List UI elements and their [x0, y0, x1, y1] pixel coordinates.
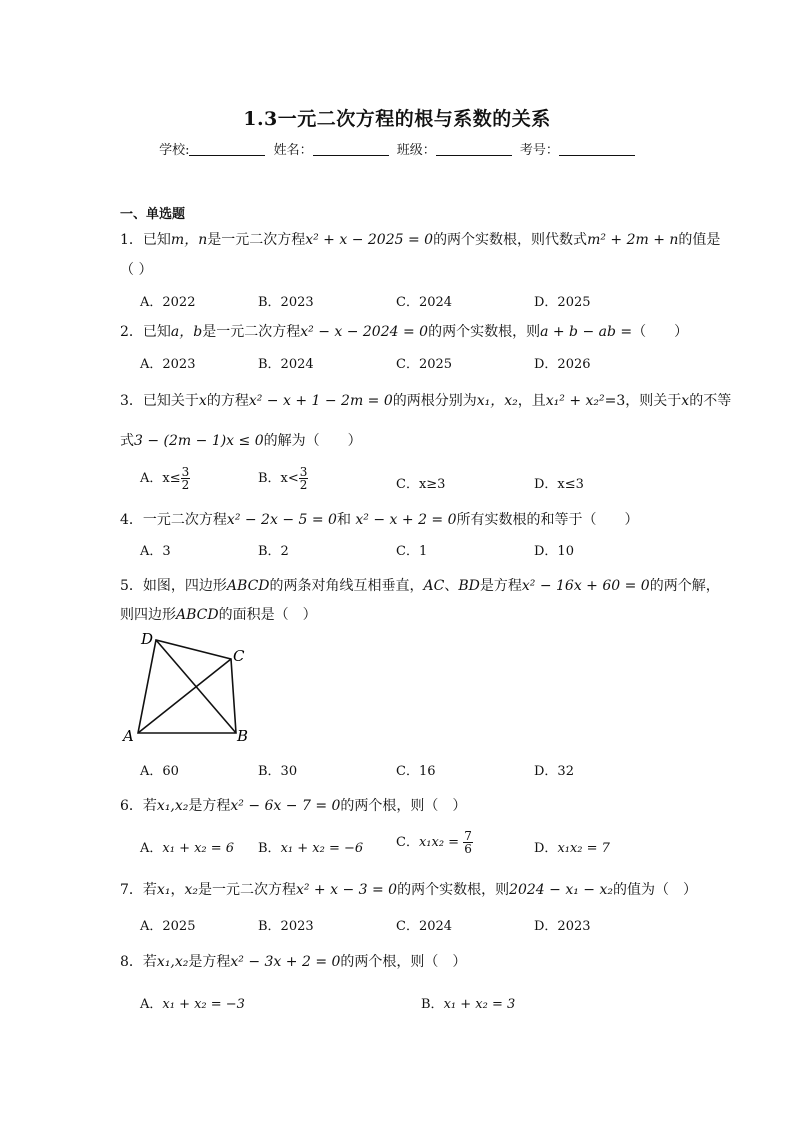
option-letter: B．	[421, 997, 444, 1012]
option-c[interactable]: C．2024	[396, 295, 453, 310]
option-text: B．x<	[258, 471, 299, 486]
question-text: 是一元二次方程	[197, 882, 296, 898]
option-c[interactable]: C．x≥3	[396, 477, 446, 492]
question-number: 8．	[120, 954, 143, 970]
math-equation: x² − 3x + 2 = 0	[230, 954, 341, 970]
math-roots: x₁,x₂	[156, 798, 189, 814]
math-shape: ABCD	[226, 578, 270, 594]
option-letter: A．	[140, 841, 163, 856]
question-number: 6．	[120, 798, 143, 814]
question-7-options	[140, 915, 740, 939]
math-inequality: 3 − (2m − 1)x ≤ 0	[134, 433, 264, 449]
question-1-options	[140, 291, 740, 315]
question-text: 如图，四边形	[142, 578, 227, 594]
option-a[interactable]	[140, 993, 245, 1012]
option-letter: D．	[534, 841, 558, 856]
option-math: x₁x₂ =	[418, 835, 460, 850]
frac-den: 2	[181, 478, 190, 492]
option-a[interactable]: A．2025	[140, 919, 196, 934]
math-roots: x₁，x₂	[476, 393, 518, 409]
question-number: 7．	[120, 882, 143, 898]
math-equation: x² − 6x − 7 = 0	[230, 798, 341, 814]
math-root: x₂	[184, 882, 198, 898]
question-8-options	[140, 993, 740, 1017]
option-d[interactable]: D．x≤3	[534, 477, 584, 492]
option-d[interactable]: D．2023	[534, 919, 591, 934]
frac-num: 7	[464, 829, 472, 843]
option-letter: A．	[140, 997, 163, 1012]
option-a[interactable]: A．60	[140, 764, 179, 779]
question-text: 的两个实数根，则	[397, 882, 510, 898]
math-equation: x² − x + 2 = 0	[355, 512, 457, 528]
question-6-options	[140, 830, 740, 864]
math-segment: BD	[458, 578, 480, 594]
question-text: 的两个实数根，则代数式	[433, 232, 588, 248]
math-expression: m² + 2m + n	[587, 232, 679, 248]
option-a[interactable]: A．3	[140, 544, 171, 559]
exam-number-blank[interactable]	[559, 143, 635, 156]
option-a[interactable]: A．2022	[140, 295, 196, 310]
page-title: 1.3一元二次方程的根与系数的关系	[243, 108, 551, 130]
option-b[interactable]: B．2	[258, 544, 289, 559]
option-c[interactable]	[396, 830, 473, 855]
frac-num: 3	[299, 465, 308, 479]
question-text: 是方程	[188, 954, 231, 970]
question-text: 的两条对角线互相垂直，	[269, 578, 424, 594]
math-equation: x² − 2x − 5 = 0	[226, 512, 337, 528]
name-blank[interactable]	[313, 143, 389, 156]
math-equation: x² + x − 2025 = 0	[305, 232, 434, 248]
question-text: 的解为（ ）	[263, 433, 362, 449]
question-text: 的两个根，则（ ）	[340, 954, 467, 970]
math-equation: x² + x − 3 = 0	[295, 882, 398, 898]
option-c[interactable]: C．2024	[396, 919, 453, 934]
option-math: x₁x₂ = 7	[557, 841, 610, 856]
question-text: 的两个解，	[649, 578, 720, 594]
question-3-options	[140, 466, 740, 502]
option-c[interactable]: C．1	[396, 544, 428, 559]
question-text: 的值为（ ）	[612, 882, 697, 898]
question-1	[120, 229, 720, 249]
question-4	[120, 509, 639, 529]
quadrilateral-abcd	[138, 640, 236, 733]
class-label: 班级：	[396, 143, 436, 158]
question-text: 是一元二次方程	[202, 324, 301, 340]
math-shape: ABCD	[176, 607, 219, 623]
option-b[interactable]	[258, 466, 308, 491]
option-b[interactable]: B．2023	[258, 295, 314, 310]
math-expression: x₁² + x₂²	[545, 393, 605, 409]
option-d[interactable]	[534, 837, 610, 856]
option-c[interactable]: C．16	[396, 764, 436, 779]
question-text: 若	[142, 882, 157, 898]
question-3: 3．已知关于x的方程x² − x + 1 − 2m = 0的两根分别为x₁，x₂，且x₁² + x₂²=3，则关于x的不等	[120, 393, 732, 409]
question-text: 的不等	[689, 393, 732, 409]
option-d[interactable]: D．2026	[534, 357, 591, 372]
question-text: （ ）	[632, 324, 689, 340]
question-text: 是方程	[188, 798, 231, 814]
question-text: 的面积是（ ）	[218, 607, 317, 623]
option-math: x₁ + x₂ = 3	[443, 997, 516, 1012]
option-math: x₁ + x₂ = 6	[162, 841, 235, 856]
frac-num: 3	[181, 465, 190, 479]
question-text: 的方程	[206, 393, 249, 409]
option-a[interactable]: A．2023	[140, 357, 196, 372]
math-equation: x² − 16x + 60 = 0	[521, 578, 650, 594]
question-text: 的两根分别为	[392, 393, 477, 409]
student-info-line	[0, 139, 794, 158]
option-b[interactable]: B．2024	[258, 357, 314, 372]
exam-number-label: 考号：	[519, 143, 559, 158]
option-b[interactable]	[421, 993, 515, 1012]
diagonal-ac	[138, 659, 231, 733]
label-a: A	[123, 727, 134, 745]
option-a[interactable]	[140, 466, 190, 491]
question-8	[120, 951, 466, 971]
question-text: 和	[336, 512, 351, 528]
question-1-line2: （ ）	[120, 262, 153, 278]
frac-den: 2	[299, 478, 308, 492]
math-root: x₁	[156, 882, 171, 898]
option-math: x₁ + x₂ = −3	[162, 997, 245, 1012]
math-roots: x₁,x₂	[156, 954, 189, 970]
option-text: A．x≤	[140, 471, 181, 486]
question-text: 是一元二次方程	[207, 232, 306, 248]
question-2-options	[140, 353, 740, 377]
label-d: D	[141, 630, 154, 648]
question-text: 若	[142, 954, 157, 970]
math-expression: 2024 − x₁ − x₂	[509, 882, 613, 898]
option-letter: B．	[258, 841, 281, 856]
question-text: 已知关于	[142, 393, 199, 409]
question-text: 是方程	[479, 578, 522, 594]
question-text: 已知	[142, 232, 171, 248]
question-3-line2	[120, 430, 362, 450]
question-text: 已知	[142, 324, 171, 340]
school-blank[interactable]	[189, 143, 265, 156]
question-text: 若	[142, 798, 157, 814]
section-heading: 一、单选题	[120, 207, 186, 222]
question-2	[120, 321, 688, 341]
question-number: 2．	[120, 324, 143, 340]
question-text: 的两个实数根，则	[428, 324, 541, 340]
label-b: B	[237, 727, 249, 745]
question-text: 的值是	[678, 232, 721, 248]
label-c: C	[233, 647, 245, 665]
option-a[interactable]	[140, 837, 234, 856]
question-text: 所有实数根的和等于（ ）	[456, 512, 639, 528]
question-number: 3．	[120, 393, 143, 409]
question-text: 、	[444, 578, 459, 594]
option-b[interactable]: B．2023	[258, 919, 314, 934]
option-letter: C．	[396, 835, 419, 850]
question-5-options	[140, 760, 740, 784]
diagonal-bd	[156, 640, 236, 733]
option-d[interactable]: D．10	[534, 544, 574, 559]
math-vars: m，n	[170, 232, 208, 248]
option-d[interactable]: D．2025	[534, 295, 591, 310]
question-5-line2	[120, 604, 317, 624]
question-text: ，且	[517, 393, 546, 409]
question-4-options	[140, 540, 740, 564]
name-label: 姓名：	[273, 143, 313, 158]
option-b[interactable]: B．30	[258, 764, 298, 779]
class-blank[interactable]	[436, 143, 512, 156]
question-5	[120, 575, 720, 595]
school-label: 学校:	[159, 143, 190, 158]
math-segment: AC	[423, 578, 445, 594]
question-text: 一元二次方程	[142, 512, 227, 528]
math-expression: a + b − ab =	[540, 324, 633, 340]
frac-den: 6	[464, 842, 472, 856]
question-text: 的两个根，则（ ）	[340, 798, 467, 814]
option-c[interactable]: C．2025	[396, 357, 453, 372]
question-number: 5．	[120, 578, 143, 594]
fraction	[299, 466, 309, 491]
math-vars: a，b	[170, 324, 203, 340]
math-equation: x² − x − 2024 = 0	[300, 324, 429, 340]
question-6	[120, 795, 466, 815]
quadrilateral-figure	[120, 628, 260, 746]
option-b[interactable]	[258, 837, 363, 856]
question-text: 式	[120, 433, 134, 449]
option-math: x₁ + x₂ = −6	[280, 841, 364, 856]
question-7	[120, 879, 697, 899]
question-text: ，	[170, 882, 185, 898]
fraction	[463, 830, 473, 855]
question-number: 4．	[120, 512, 143, 528]
fraction	[181, 466, 191, 491]
question-text: =3，则关于	[604, 393, 682, 409]
question-text: 则四边形	[120, 607, 176, 623]
math-equation: x² − x + 1 − 2m = 0	[248, 393, 393, 409]
question-number: 1．	[120, 232, 143, 248]
option-d[interactable]: D．32	[534, 764, 574, 779]
